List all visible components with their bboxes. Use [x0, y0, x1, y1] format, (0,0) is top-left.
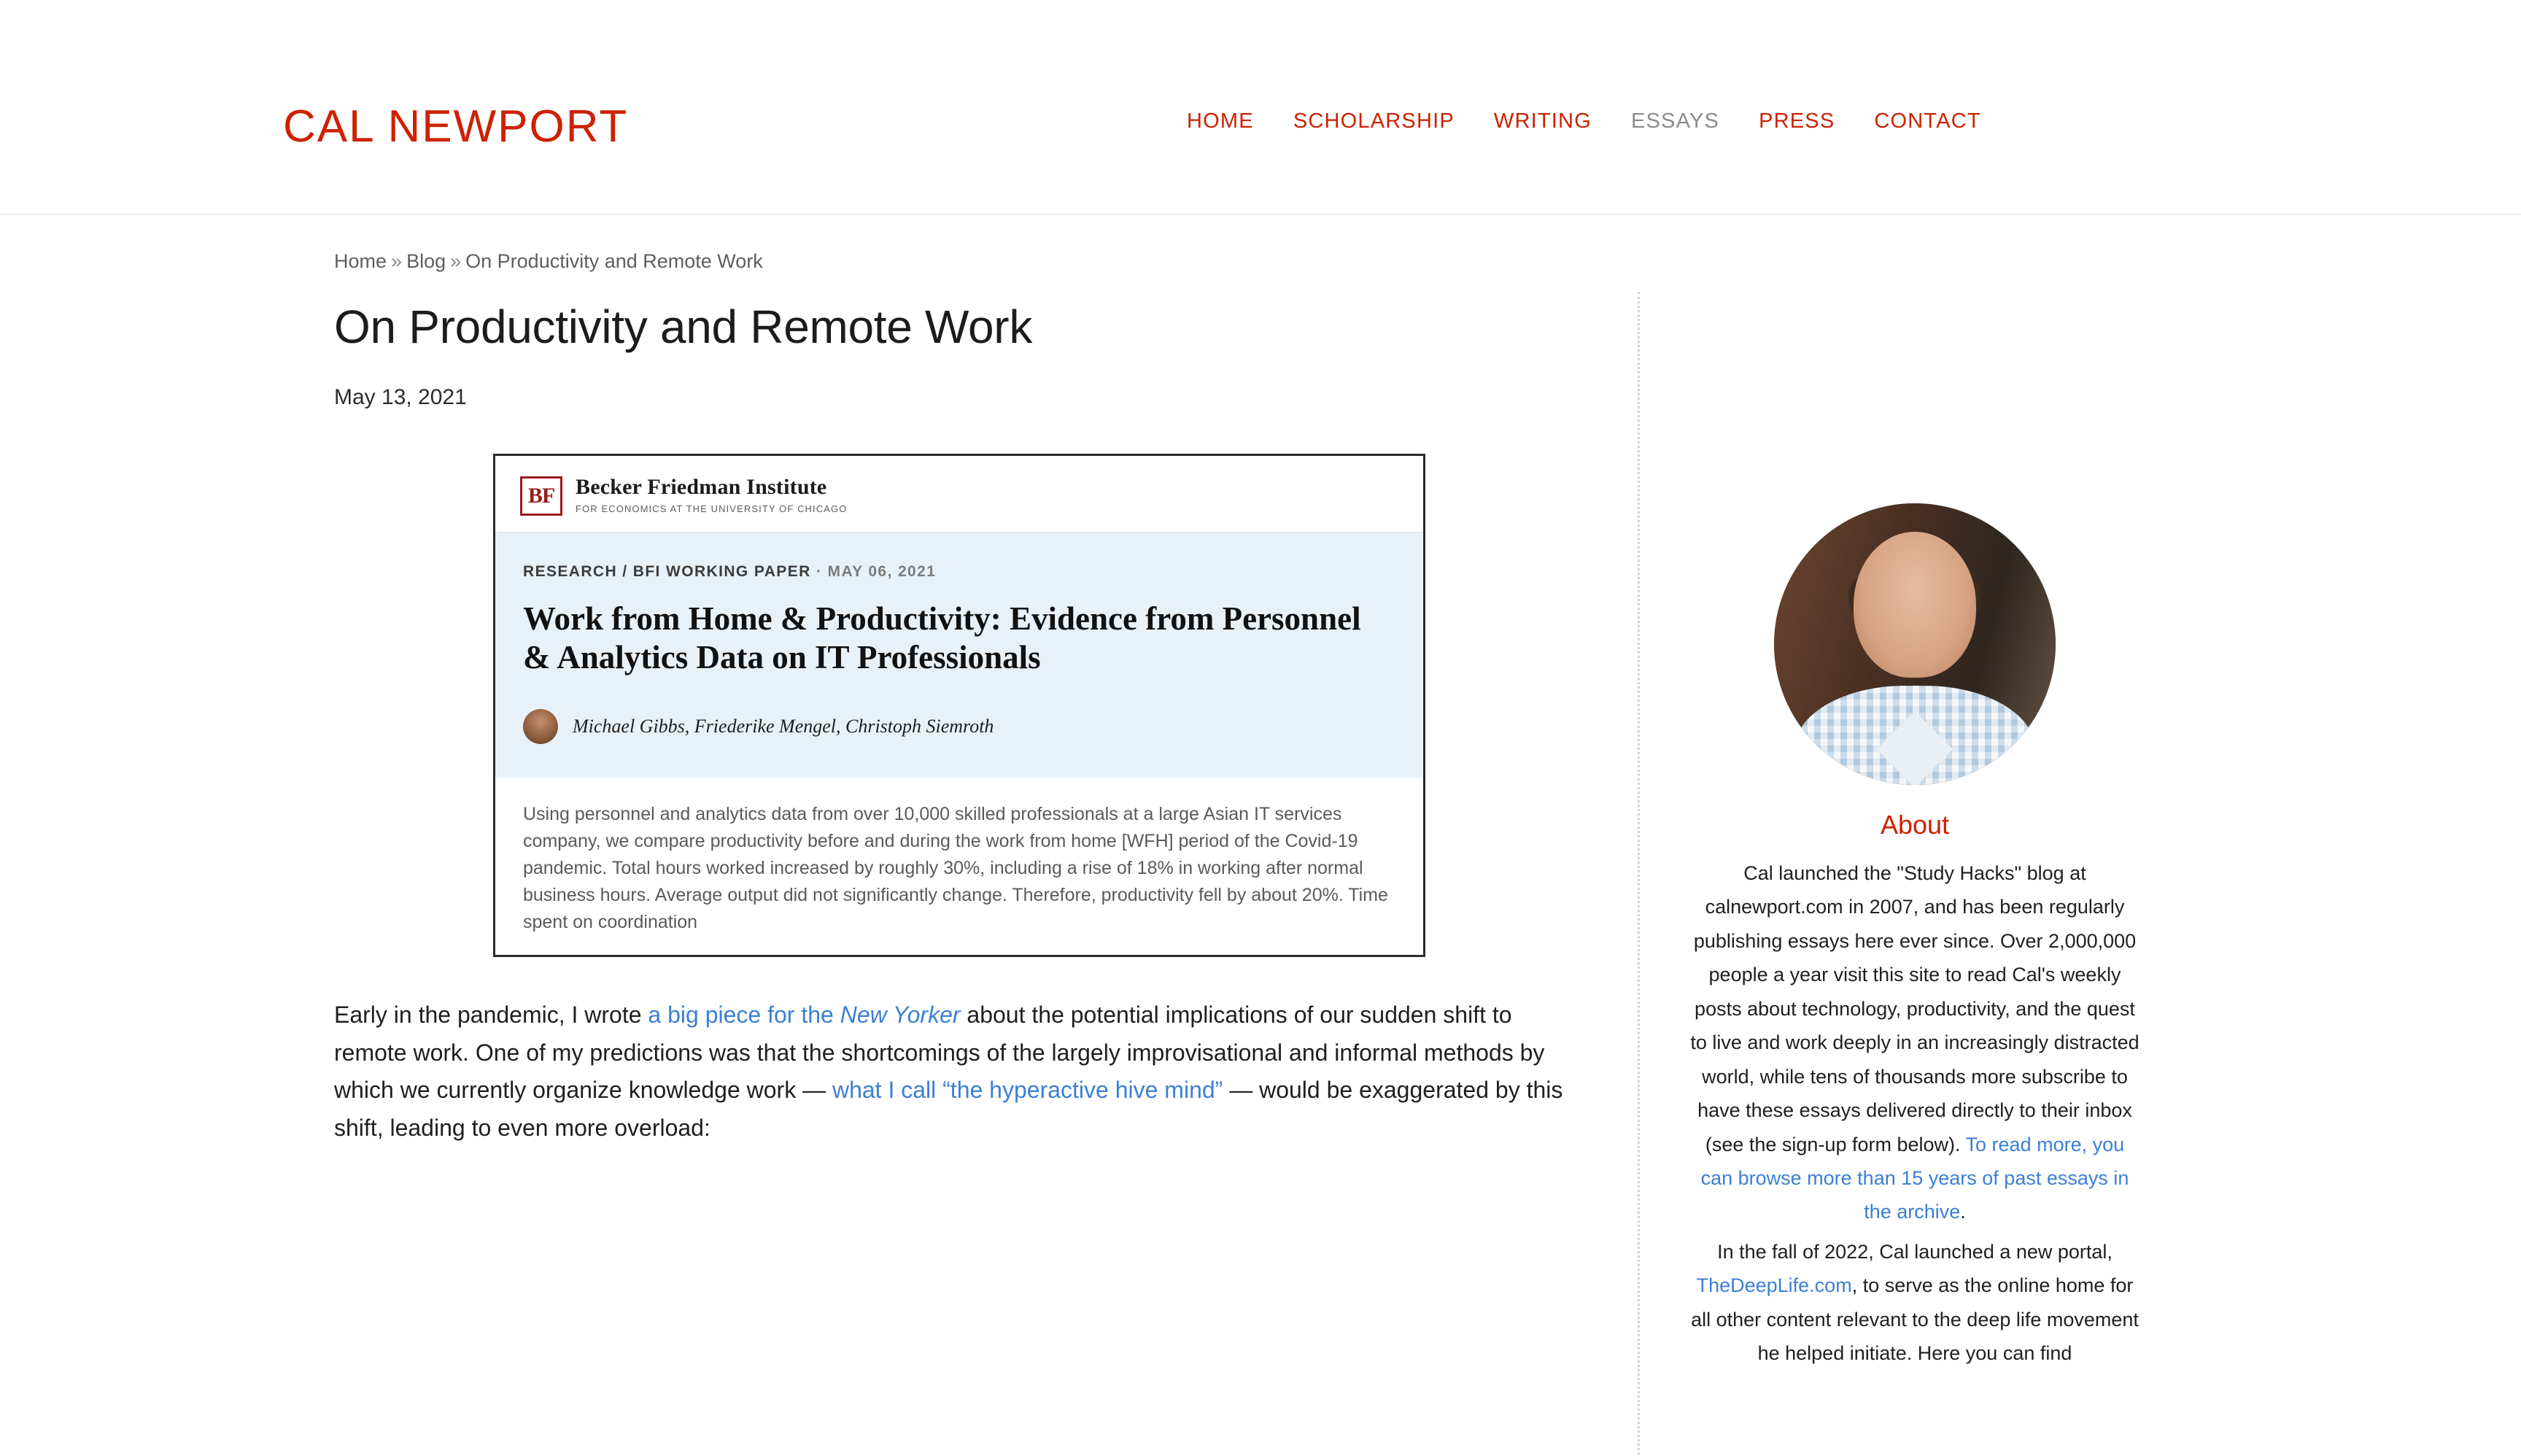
bfi-logo-icon: BF — [520, 476, 562, 516]
paper-abstract: Using personnel and analytics data from over 10,000 skilled professionals at a large Asian IT services company, we compare productivity before and during the work from home [WFH] period of the Covid-19 pandemic. Total hours worked increased by roughly 30%, including a rise of 18% in working after normal business hours. Average output did not significantly change. Therefore, productivity fell by about 20%. Time spent on coordination — [495, 778, 1423, 955]
sidebar-para-1-end: . — [1960, 1201, 1966, 1223]
post-paragraph-1 — [334, 996, 1581, 1147]
sidebar-about-text — [1689, 856, 2141, 1371]
breadcrumb-current: On Productivity and Remote Work — [465, 250, 763, 272]
avatar — [1774, 503, 2056, 785]
link-hyperactive-hive-mind[interactable]: what I call “the hyperactive hive mind” — [832, 1077, 1223, 1104]
link-new-yorker-title: New Yorker — [840, 1001, 961, 1028]
figure-body — [495, 533, 1423, 778]
sidebar-paragraph-2 — [1689, 1235, 2141, 1371]
figure-kicker-label: RESEARCH / BFI WORKING PAPER — [523, 562, 811, 580]
paper-screenshot-figure[interactable] — [493, 454, 1425, 957]
post-date: May 13, 2021 — [334, 384, 467, 409]
page-title: On Productivity and Remote Work — [334, 301, 1033, 353]
figure-header — [495, 456, 1423, 533]
link-new-yorker[interactable] — [648, 1002, 960, 1028]
sidebar-heading: About — [1880, 810, 1950, 840]
link-essay-archive[interactable]: To read more, you can browse more than 15 years of past essays in the archive — [1700, 1133, 2129, 1223]
post-body — [334, 996, 1581, 1147]
sidebar-para-1-text: Cal launched the "Study Hacks" blog at calnewport.com in 2007, and has been regularly publishing essays here ever since. Over 2,000,000 people a year visit this site to read Cal's weekly posts about technology, productivity, and the quest to live and work deeply in an increasingly distracted world, while tens of thousands more subscribe to have these essays delivered directly to their inbox (see the sign-up form below). — [1690, 862, 2139, 1155]
sidebar-paragraph-1 — [1689, 856, 2141, 1229]
nav-item-contact[interactable]: CONTACT — [1874, 109, 1981, 133]
site-logo[interactable]: CAL NEWPORT — [283, 101, 629, 152]
breadcrumb — [334, 250, 1640, 273]
institute-subtitle: FOR ECONOMICS AT THE UNIVERSITY OF CHICAGO — [576, 503, 848, 514]
nav-item-press[interactable]: PRESS — [1759, 109, 1835, 133]
breadcrumb-separator-2: » — [450, 250, 462, 272]
breadcrumb-separator-1: » — [391, 250, 403, 272]
main-navigation — [1167, 109, 2001, 133]
link-new-yorker-pre: a big piece for the — [648, 1001, 840, 1028]
site-header — [0, 0, 2521, 215]
nav-item-essays[interactable]: ESSAYS — [1630, 109, 1720, 133]
institute-identity — [576, 475, 847, 514]
nav-item-writing[interactable]: WRITING — [1493, 109, 1592, 133]
breadcrumb-blog[interactable]: Blog — [406, 250, 446, 272]
paper-authors: Michael Gibbs, Friederike Mengel, Christoph Siemroth — [573, 715, 994, 737]
content-wrapper — [0, 215, 2521, 1365]
article-column — [334, 215, 1640, 1168]
nav-item-scholarship[interactable]: SCHOLARSHIP — [1293, 109, 1455, 133]
breadcrumb-home[interactable]: Home — [334, 250, 387, 272]
paper-title: Work from Home & Productivity: Evidence from Personnel & Analytics Data on IT Professionals — [523, 600, 1361, 675]
sidebar — [1689, 503, 2141, 1376]
paper-authors-row — [523, 709, 1395, 744]
figure-kicker — [523, 563, 1395, 581]
institute-name: Becker Friedman Institute — [576, 474, 827, 499]
paragraph-1-end: — would be exaggerated by this shift, leading to even more overload: — [334, 1077, 1563, 1142]
sidebar-para-2-pre: In the fall of 2022, Cal launched a new portal, — [1717, 1240, 2113, 1263]
figure-kicker-date: · MAY 06, 2021 — [816, 562, 937, 580]
author-avatar — [523, 709, 558, 744]
link-thedeeplife[interactable]: TheDeepLife.com — [1696, 1274, 1852, 1297]
avatar-face — [1854, 532, 1976, 678]
sidebar-para-2-end: , to serve as the online home for all other content relevant to the deep life movement he helped initiate. Here you can find — [1691, 1274, 2139, 1365]
paragraph-1-pre: Early in the pandemic, I wrote — [334, 1001, 648, 1028]
paragraph-1-mid: about the potential implications of our sudden shift to remote work. One of my predictions was that the shortcomings of the largely improvisational and informal methods by which we currently organize knowledge work — — [334, 1001, 1545, 1104]
nav-item-home[interactable]: HOME — [1187, 109, 1254, 133]
